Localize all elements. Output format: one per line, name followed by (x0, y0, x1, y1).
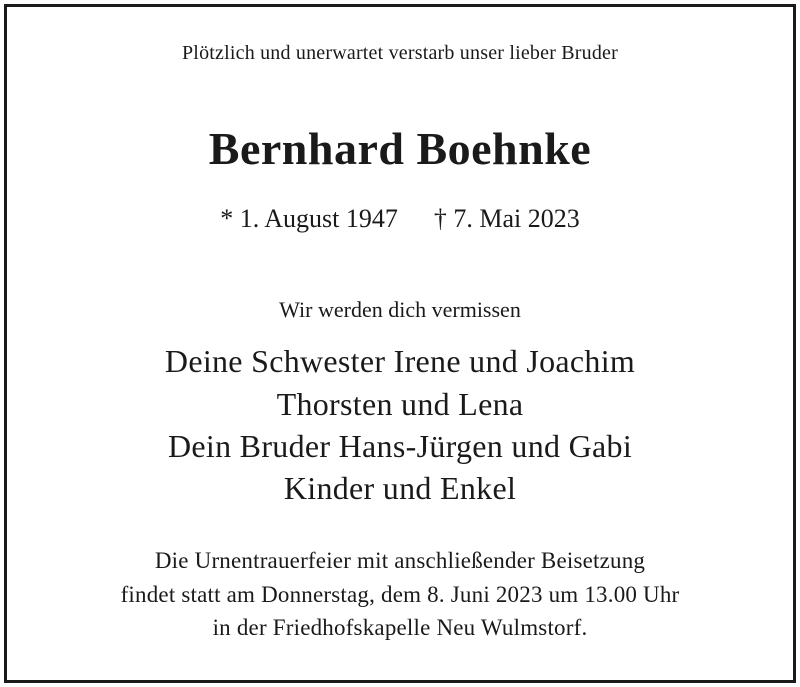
ceremony-line: in der Friedhofskapelle Neu Wulmstorf. (212, 615, 588, 640)
closing-text: Wir werden dich vermissen (279, 297, 521, 322)
family-line: Dein Bruder Hans-Jürgen und Gabi (167, 428, 633, 464)
family-line: Kinder und Enkel (283, 470, 517, 506)
ceremony-line: findet statt am Donnerstag, dem 8. Juni 2023 um 13.00 Uhr (120, 582, 680, 607)
birth-date: * 1. August 1947 (220, 204, 398, 233)
deceased-name: Bernhard Boehnke (208, 123, 592, 174)
ceremony-line: Die Urnentrauerfeier mit anschließender Beisetzung (154, 548, 646, 573)
death-date: † 7. Mai 2023 (433, 204, 580, 233)
family-line: Deine Schwester Irene und Joachim (164, 343, 636, 379)
intro-text: Plötzlich und unerwartet verstarb unser lieber Bruder (181, 42, 618, 64)
family-line: Thorsten und Lena (276, 386, 524, 422)
life-dates (0, 204, 800, 234)
